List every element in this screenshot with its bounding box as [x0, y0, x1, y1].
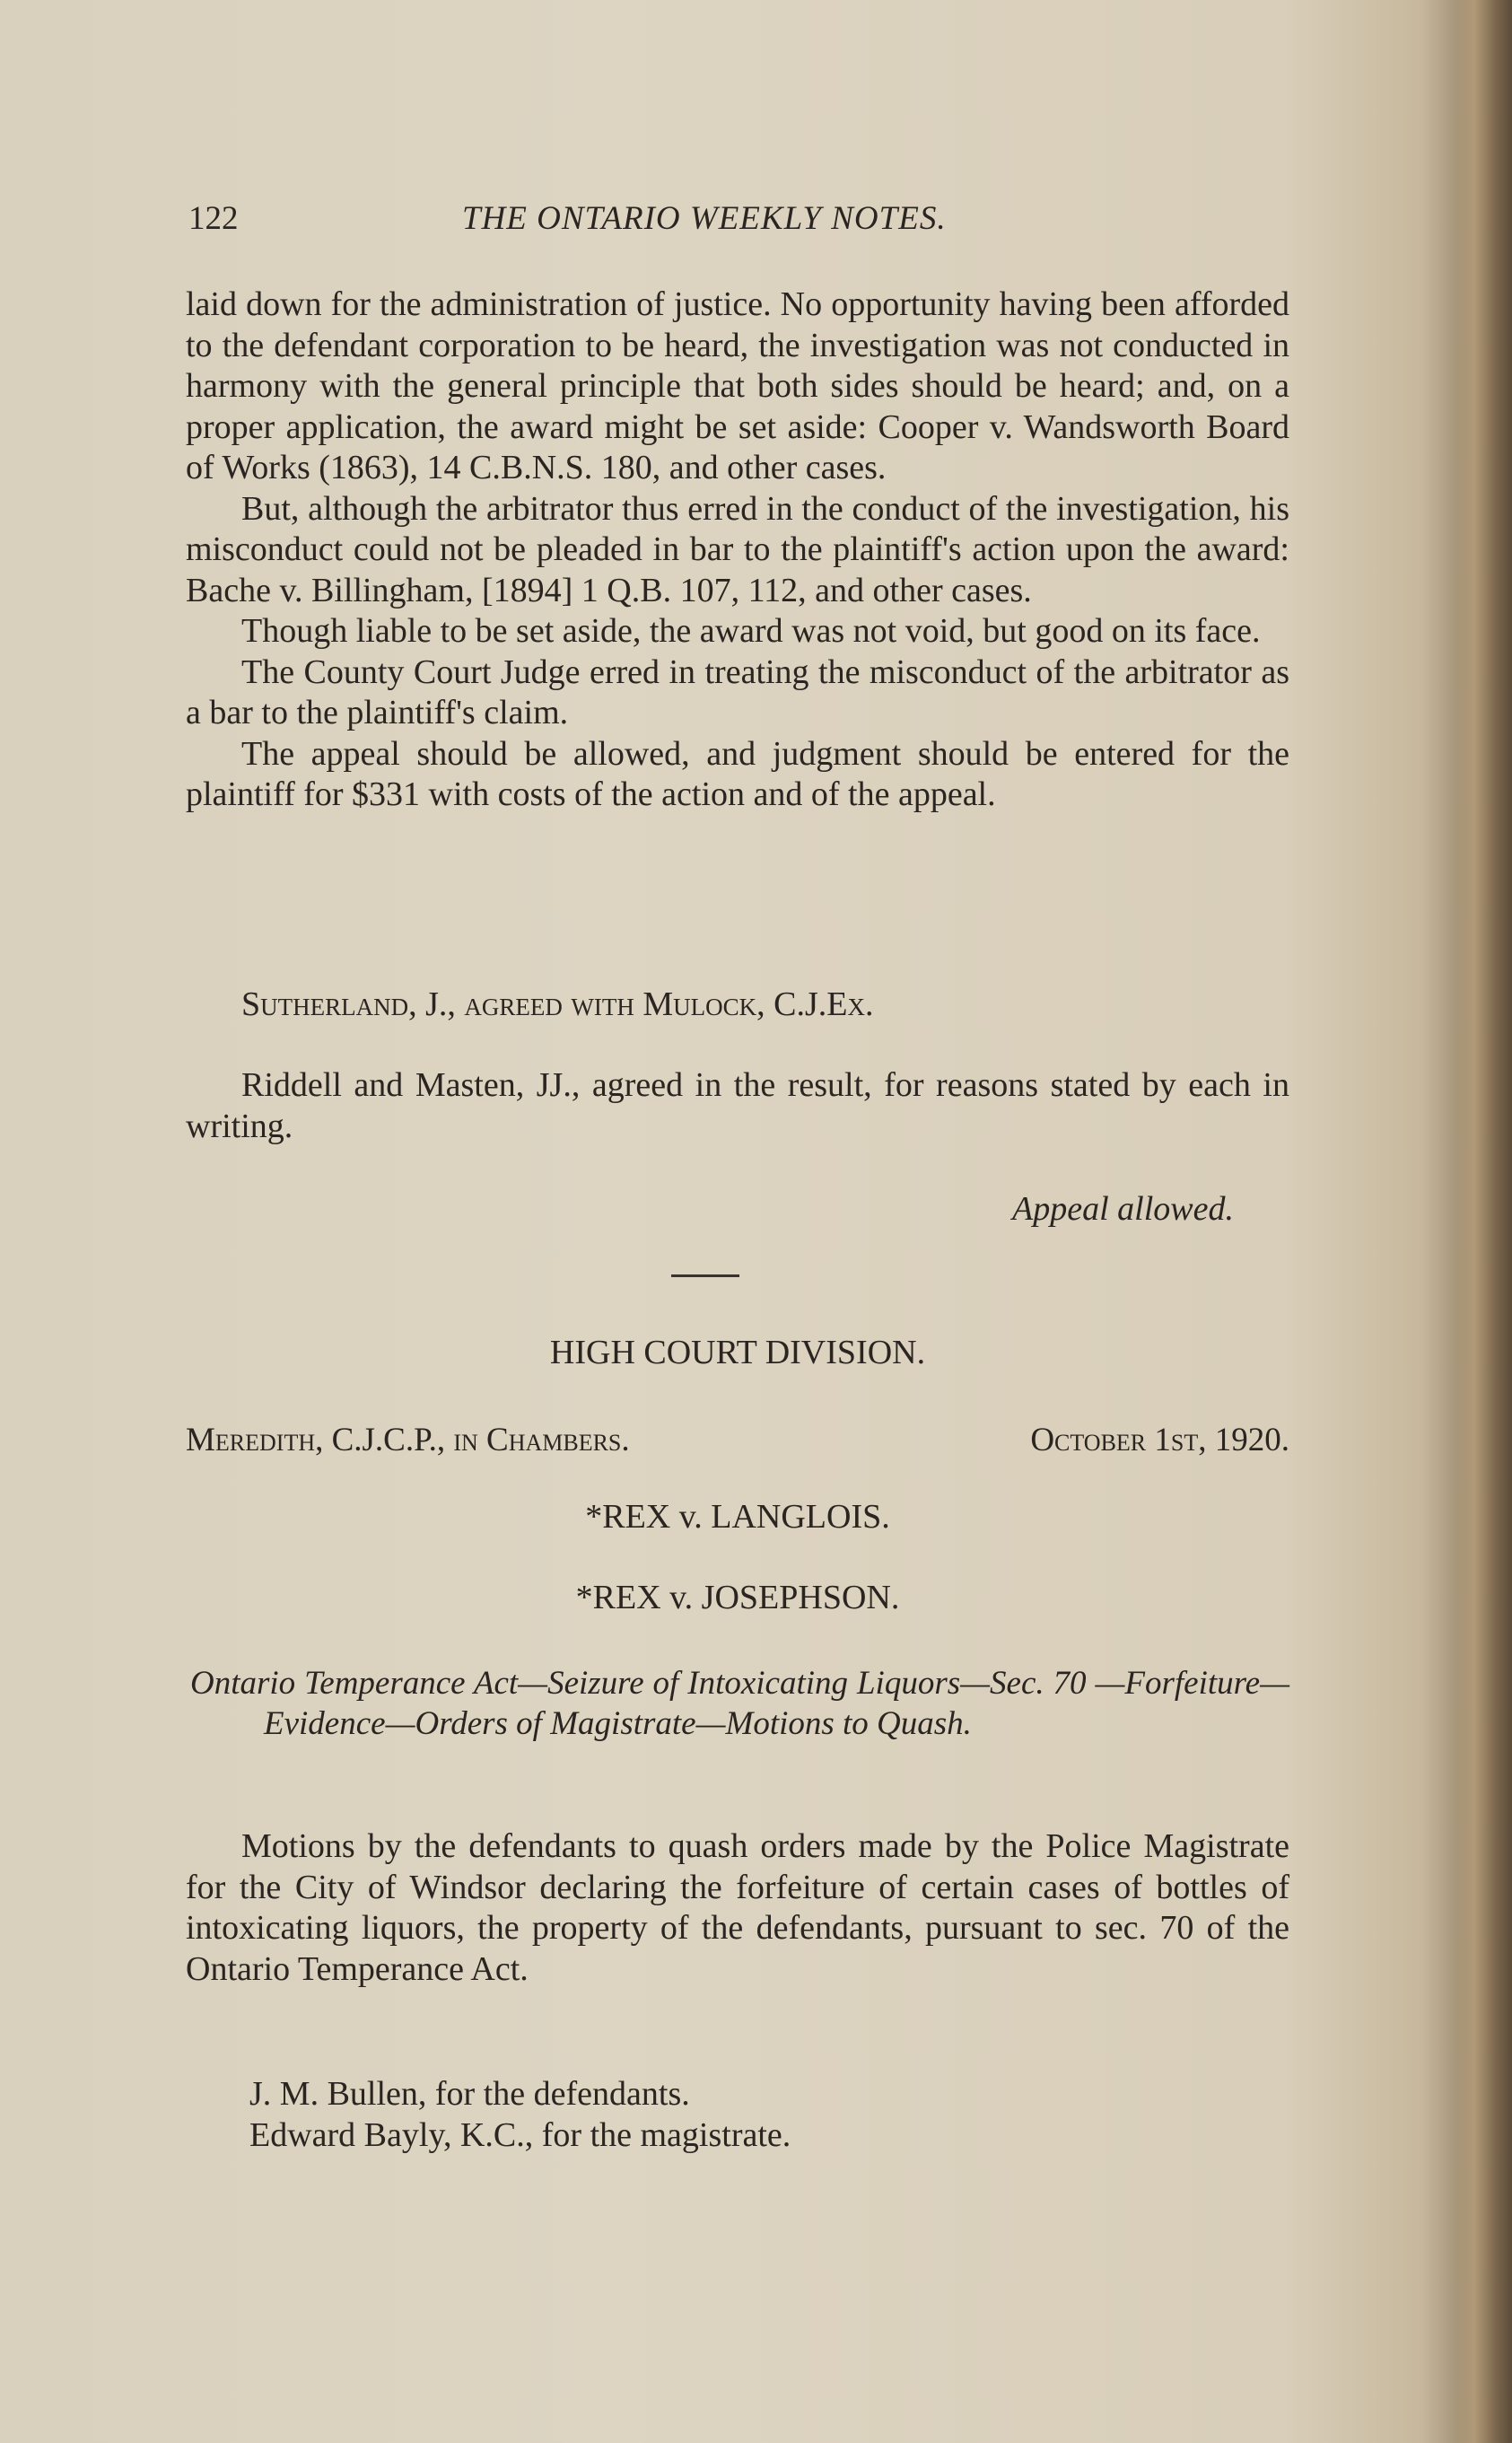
journal-title: THE ONTARIO WEEKLY NOTES.: [462, 200, 947, 237]
counsel-entry: Edward Bayly, K.C., for the magistrate.: [249, 2116, 791, 2154]
concurrence-sutherland: [186, 985, 1289, 1026]
case-title: *REX v. JOSEPHSON.: [575, 1579, 900, 1616]
counsel-list: [249, 2073, 791, 2156]
paragraph: laid down for the administration of justice. No opportunity having been afforded to the defendant corporation to be heard, the investigation was not conducted in harmony with the general principle that both sides should be heard; and, on a proper application, the award might be set aside: Cooper v. Wandsworth Board of Works (1863), 14 C.B.N.S. 180, and other cases.: [186, 285, 1289, 486]
statement-text: Motions by the defendants to quash orders made by the Police Magistrate for the City of Windsor declaring the forfeiture of certain cases of bottles of intoxicating liquors, the property of the defendants, pursuant to sec. 70 of the Ontario Temperance Act.: [186, 1827, 1289, 1988]
paragraph: Though liable to be set aside, the award was not void, but good on its face.: [241, 612, 1261, 650]
section-divider: [671, 1274, 739, 1277]
case-title: *REX v. LANGLOIS.: [585, 1498, 890, 1536]
book-spine-shadow: [1449, 0, 1512, 2443]
judge-and-date: [186, 1421, 1289, 1466]
counsel-entry: J. M. Bullen, for the defendants.: [249, 2075, 690, 2113]
paragraph: But, although the arbitrator thus erred in the conduct of the investigation, his misconduct could not be pleaded in bar to the plaintiff's action upon the award: Bache v. Billingham, [1894] 1 Q.B. 107, 112, and other cases.: [186, 489, 1289, 609]
judgment-text: [186, 285, 1289, 816]
disposition: [186, 1189, 1289, 1230]
concurrence-text: Sutherland, J., agreed with Mulock, C.J.Ex.: [241, 985, 874, 1023]
catchwords: Ontario Temperance Act—Seizure of Intoxicating Liquors—Sec. 70 —Forfeiture—Evidence—Orders of Magistrate—Motions to Quash.: [190, 1665, 1289, 1742]
decision-date: October 1st, 1920.: [1030, 1422, 1289, 1458]
paragraph: The County Court Judge erred in treating the misconduct of the arbitrator as a bar to the plaintiff's claim.: [186, 652, 1289, 731]
statement-of-motion: [186, 1826, 1289, 1990]
paragraph: The appeal should be allowed, and judgment should be entered for the plaintiff for $331 with costs of the action and of the appeal.: [186, 734, 1289, 813]
concurrence-riddell-masten: [186, 1065, 1289, 1147]
division-heading: HIGH COURT DIVISION.: [549, 1334, 926, 1371]
judge: Meredith, C.J.C.P., in Chambers.: [186, 1422, 630, 1458]
running-head: [188, 199, 1292, 244]
concurrence-text: Riddell and Masten, JJ., agreed in the result, for reasons stated by each in writing.: [186, 1066, 1289, 1145]
disposition-text: Appeal allowed.: [1012, 1190, 1234, 1228]
page-number: 122: [188, 200, 239, 237]
